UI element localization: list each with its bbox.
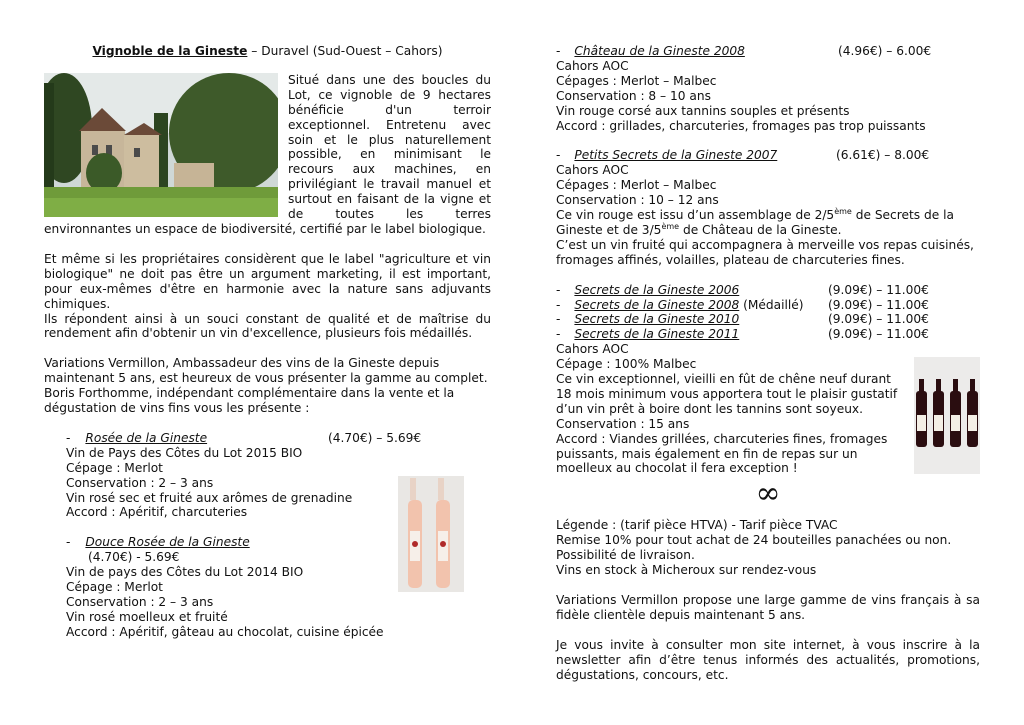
intro-paragraph-2: Et même si les propriétaires considèrent que le label "agriculture et vin biologique" ne doit pas être un argument marketing, il est important, pour eux-mêmes d'être en harmonie avec la nature sans adjuvants chimiques. — [44, 251, 491, 311]
wine-rosee-grape: Cépage : Merlot — [66, 460, 163, 475]
wine-secrets-pairing-3: moelleux au chocolat il fera exception ! — [556, 461, 798, 476]
wine-secrets-price: (9.09€) – 11.00€ — [828, 327, 929, 342]
wine-douce-price: (4.70€) - 5.69€ — [88, 550, 180, 565]
wine-douce-appellation: Vin de pays des Côtes du Lot 2014 BIO — [66, 565, 304, 580]
wine-petits-appellation: Cahors AOC — [556, 163, 629, 178]
wine-petits-description-1: C’est un vin fruité qui accompagnera à merveille vos repas cuisinés, — [556, 237, 974, 252]
wine-petits-keeping: Conservation : 10 – 12 ans — [556, 193, 719, 208]
infinity-separator: ∞ — [755, 476, 781, 512]
closing-paragraph-2: Je vous invite à consulter mon site internet, à vous inscrire à la newsletter afin d’être tenus informés des actualités, promotions, dégustations, concours, etc. — [556, 637, 980, 682]
wine-secrets-name: Secrets de la Gineste 2008 — [574, 297, 740, 312]
wine-chateau-appellation: Cahors AOC — [556, 58, 629, 73]
intro-paragraph-4-line-2: maintenant 5 ans, est heureux de vous présenter la gamme au complet. — [44, 371, 488, 386]
wine-secrets-appellation: Cahors AOC — [556, 342, 629, 357]
legend-line-3: Possibilité de livraison. — [556, 548, 695, 563]
blend-text: de Secrets de la — [851, 208, 954, 223]
wine-chateau-keeping: Conservation : 8 – 10 ans — [556, 88, 711, 103]
blend-text: Gineste et de 3/5 — [556, 222, 662, 237]
wine-petits-header — [556, 148, 980, 163]
wine-secrets-price: (9.09€) – 11.00€ — [828, 312, 929, 327]
wine-petits-description-2: fromages affinés, volailles, plateau de charcuteries fines. — [556, 252, 905, 267]
list-dash: - — [66, 535, 71, 550]
list-dash: - — [556, 148, 561, 163]
intro-paragraph-4-line-3: Boris Forthomme, indépendant complémentaire dans la vente et la — [44, 386, 455, 401]
wine-rosee-appellation: Vin de Pays des Côtes du Lot 2015 BIO — [66, 445, 303, 460]
wine-secrets-item — [556, 312, 980, 327]
intro-paragraph-4-line-4: dégustation de vins fins vous les présente : — [44, 401, 310, 416]
wine-secrets-name: Secrets de la Gineste 2010 — [574, 312, 740, 327]
wine-chateau-header — [556, 44, 980, 59]
list-dash: - — [556, 327, 561, 342]
list-dash: - — [556, 282, 561, 297]
wine-chateau-grapes: Cépages : Merlot – Malbec — [556, 73, 717, 88]
legend-line-4: Vins en stock à Micheroux sur rendez-vous — [556, 563, 817, 578]
list-dash: - — [556, 44, 561, 58]
wine-petits-blend-line-2 — [556, 223, 980, 238]
intro-paragraph-4-line-1: Variations Vermillon, Ambassadeur des vins de la Gineste depuis — [44, 356, 440, 371]
wine-petits-name: Petits Secrets de la Gineste 2007 — [574, 148, 778, 163]
wine-petits-price: (6.61€) – 8.00€ — [836, 148, 930, 163]
wine-douce-name: Douce Rosée de la Gineste — [85, 535, 250, 550]
superscript: ème — [661, 221, 680, 231]
list-dash: - — [556, 312, 561, 327]
title-vineyard-name: Vignoble de la Gineste — [92, 44, 248, 58]
wine-secrets-note: (Médaillé) — [739, 297, 804, 312]
wine-secrets-item — [556, 283, 980, 298]
wine-secrets-name: Secrets de la Gineste 2006 — [574, 282, 740, 297]
wine-rosee-description: Vin rosé sec et fruité aux arômes de grenadine — [66, 490, 353, 505]
wine-secrets-description-2: 18 mois minimum vous apportera tout le plaisir gustatif — [556, 386, 898, 401]
superscript: ème — [834, 206, 852, 216]
wine-rosee-header — [66, 431, 491, 446]
wine-secrets-price: (9.09€) – 11.00€ — [828, 282, 929, 297]
wine-secrets-item — [556, 298, 980, 313]
wine-secrets-price: (9.09€) – 11.00€ — [828, 297, 929, 312]
legend-line-2: Remise 10% pour tout achat de 24 bouteilles panachées ou non. — [556, 533, 952, 548]
wine-douce-description: Vin rosé moelleux et fruité — [66, 609, 228, 624]
document-title — [44, 44, 491, 59]
wine-chateau-price: (4.96€) – 6.00€ — [838, 44, 932, 58]
rose-bottles-photo — [398, 476, 464, 592]
wine-douce-pairing: Accord : Apéritif, gâteau au chocolat, cuisine épicée — [66, 624, 384, 639]
wine-chateau-description: Vin rouge corsé aux tannins souples et présents — [556, 103, 850, 118]
wine-secrets-name: Secrets de la Gineste 2011 — [574, 327, 740, 342]
wine-rosee-name: Rosée de la Gineste — [85, 430, 208, 445]
blend-text: de Château de la Gineste. — [679, 222, 842, 237]
chateau-photo — [44, 73, 278, 217]
wine-chateau-name: Château de la Gineste 2008 — [574, 44, 745, 58]
wine-douce-keeping: Conservation : 2 – 3 ans — [66, 594, 214, 609]
closing-paragraph-1: Variations Vermillon propose une large gamme de vins français à sa fidèle clientèle depuis maintenant 5 ans. — [556, 593, 980, 622]
wine-secrets-grape: Cépage : 100% Malbec — [556, 357, 697, 372]
wine-secrets-description-1: Ce vin exceptionnel, vieilli en fût de chêne neuf durant — [556, 372, 891, 387]
wine-secrets-description-3: d’un vin prêt à boire dont les tannins sont soyeux. — [556, 401, 864, 416]
red-bottles-photo — [914, 357, 980, 474]
list-dash: - — [556, 297, 561, 312]
wine-chateau-pairing: Accord : grillades, charcuteries, fromages pas trop puissants — [556, 118, 926, 133]
legend-line-1: Légende : (tarif pièce HTVA) - Tarif pièce TVAC — [556, 518, 838, 533]
wine-douce-grape: Cépage : Merlot — [66, 580, 163, 595]
wine-secrets-pairing-1: Accord : Viandes grillées, charcuteries fines, fromages — [556, 431, 888, 446]
wine-rosee-keeping: Conservation : 2 – 3 ans — [66, 475, 214, 490]
blend-text: Ce vin rouge est issu d’un assemblage de 2/5 — [556, 208, 835, 223]
intro-paragraph-3: Ils répondent ainsi à un souci constant de qualité et de maîtrise du rendement afin d'obtenir un vin d'excellence, plusieurs fois médaillés. — [44, 311, 491, 341]
wine-rosee-pairing: Accord : Apéritif, charcuteries — [66, 505, 248, 520]
wine-petits-grapes: Cépages : Merlot – Malbec — [556, 178, 717, 193]
wine-petits-blend-line-1 — [556, 208, 980, 223]
title-location: – Duravel (Sud-Ouest – Cahors) — [247, 44, 443, 58]
intro-paragraph-1: Situé dans une des boucles du Lot, ce vignoble de 9 hectares bénéficie d'un terroir exceptionnel. Entretenu avec soin et le plus naturellement possible, en minimisant le recours aux machines, en privilégiant le travail manuel et surtout en faisant de la vigne et de toutes les terres environnantes un espace de biodiversité, certifié par le label biologique. — [44, 72, 491, 236]
wine-secrets-pairing-2: puissants, mais également en fin de repas sur un — [556, 446, 858, 461]
wine-secrets-keeping: Conservation : 15 ans — [556, 416, 690, 431]
wine-secrets-item — [556, 327, 980, 342]
list-dash: - — [66, 430, 71, 445]
wine-rosee-price: (4.70€) – 5.69€ — [328, 430, 422, 445]
